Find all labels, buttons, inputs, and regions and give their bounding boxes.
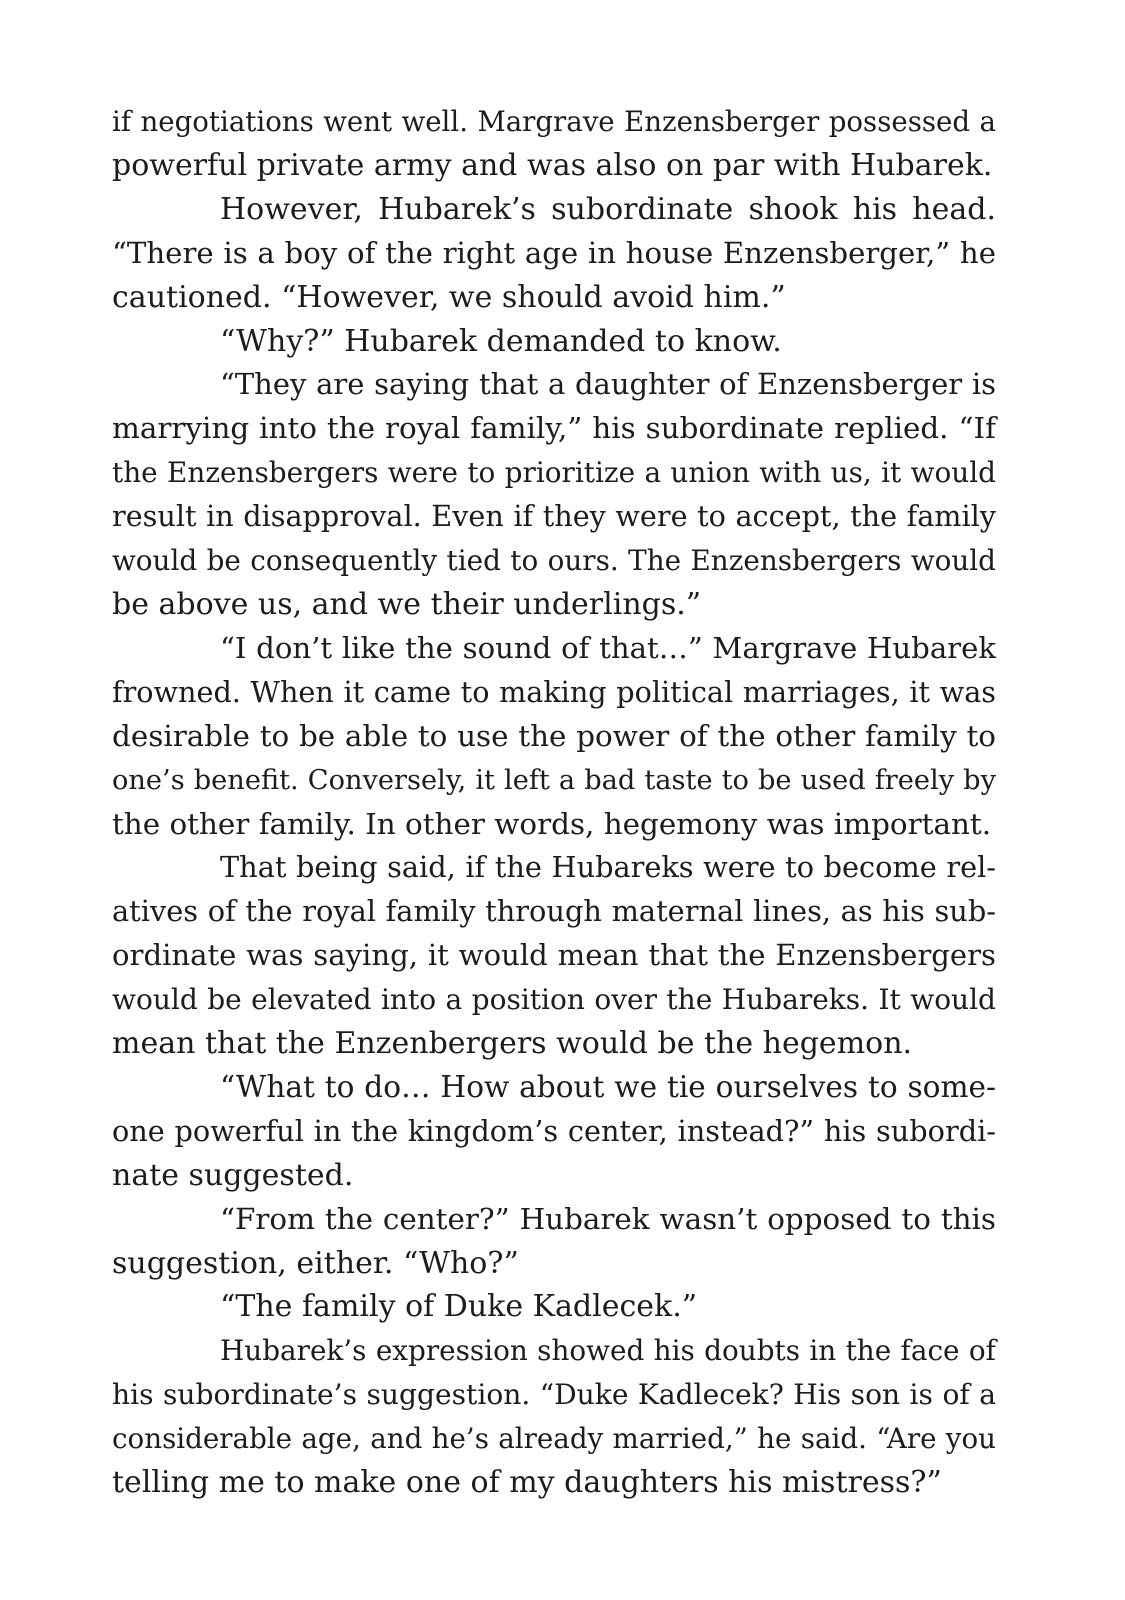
text-line: ordinate was saying, it would mean that the Enzensbergers [112,938,996,973]
text-line: Hubarek’s expression showed his doubts in the face of [220,1334,996,1368]
paragraph [112,363,996,626]
text-line: suggestion, either. “Who?” [112,1245,519,1281]
text-line: atives of the royal family through maternal lines, as his sub- [112,894,996,929]
text-line: would be consequently tied to ours. The Enzensbergers would [112,544,996,578]
text-line: powerful private army and was also on par with Hubarek. [112,147,993,183]
text-line: the Enzensbergers were to prioritize a union with us, it would [112,456,996,490]
text-line: considerable age, and he’s already married,” he said. “Are you [112,1422,996,1456]
text-line: However, Hubarek’s subordinate shook his head. [220,191,996,227]
text-line: frowned. When it came to making political marriages, it was [112,674,996,709]
text-line: desirable to be able to use the power of the other family to [112,718,996,753]
paragraph [112,1285,996,1329]
book-page [112,100,996,1505]
text-line: “They are saying that a daughter of Enzensberger is [220,367,996,402]
text-line: nate suggested. [112,1157,354,1193]
text-line: result in disapproval. Even if they were to accept, the family [112,499,996,534]
text-line: would be elevated into a position over the Hubareks. It would [112,983,996,1017]
paragraph [112,1198,996,1286]
text-line: “From the center?” Hubarek wasn’t opposed to this [220,1201,996,1236]
text-line: “The family of Duke Kadlecek.” [220,1289,698,1325]
text-line: “What to do… How about we tie ourselves to some- [220,1069,996,1104]
text-line: “Why?” Hubarek demanded to know. [220,323,782,359]
text-line: “I don’t like the sound of that…” Margrave Hubarek [220,630,996,665]
text-line: mean that the Enzenbergers would be the hegemon. [112,1026,913,1062]
text-line: “There is a boy of the right age in house Enzensberger,” he [112,235,996,270]
paragraph [112,100,996,188]
text-line: if negotiations went well. Margrave Enzensberger possessed a [112,105,996,138]
text-line: one powerful in the kingdom’s center, instead?” his subordi- [112,1113,996,1148]
text-line: the other family. In other words, hegemony was important. [112,806,992,841]
text-line: one’s benefit. Conversely, it left a bad taste to be used freely by [112,764,996,796]
paragraph [112,1066,996,1198]
text-line: That being said, if the Hubareks were to become rel- [220,850,996,885]
paragraph [112,188,996,320]
paragraph [112,1329,996,1505]
paragraph [112,320,996,364]
text-line: marrying into the royal family,” his subordinate replied. “If [112,411,996,446]
text-line: cautioned. “However, we should avoid him.” [112,279,786,315]
text-line: his subordinate’s suggestion. “Duke Kadlecek? His son is of a [112,1378,996,1412]
text-line: telling me to make one of my daughters his mistress?” [112,1465,942,1501]
paragraph [112,846,996,1066]
paragraph [112,627,996,847]
text-line: be above us, and we their underlings.” [112,586,702,622]
